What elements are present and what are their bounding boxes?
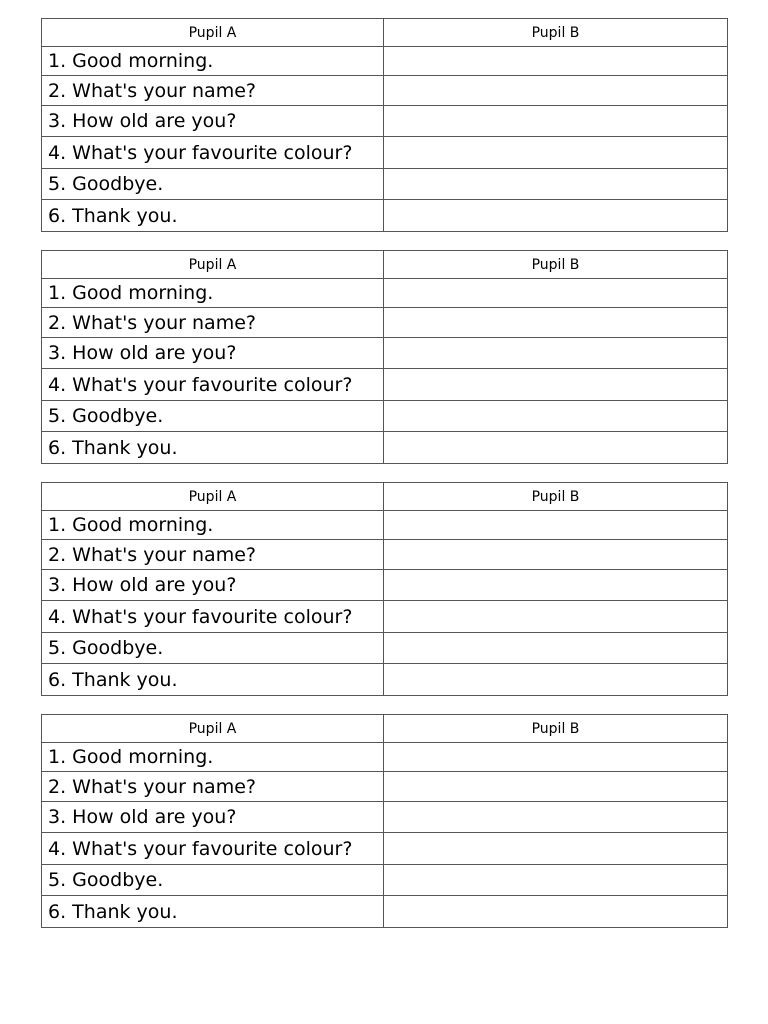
header-pupil-a: Pupil A: [42, 715, 384, 743]
pupil-a-line: 4. What's your favourite colour?: [42, 369, 384, 401]
table-row: [42, 432, 728, 464]
pupil-b-answer-cell[interactable]: [384, 865, 728, 896]
table-row: [42, 279, 728, 308]
pupil-b-answer-cell[interactable]: [384, 802, 728, 833]
pupil-b-answer-cell[interactable]: [384, 401, 728, 432]
table-row: [42, 802, 728, 833]
pupil-b-answer-cell[interactable]: [384, 664, 728, 696]
pupil-a-line: 1. Good morning.: [42, 743, 384, 772]
table-row: [42, 137, 728, 169]
pupil-b-answer-cell[interactable]: [384, 633, 728, 664]
table-row: [42, 169, 728, 200]
table-header-row: [42, 715, 728, 743]
pupil-a-line: 2. What's your name?: [42, 76, 384, 106]
pupil-a-line: 6. Thank you.: [42, 200, 384, 232]
table-row: [42, 308, 728, 338]
table-row: [42, 401, 728, 432]
pupil-b-answer-cell[interactable]: [384, 369, 728, 401]
table-row: [42, 601, 728, 633]
pupil-b-answer-cell[interactable]: [384, 511, 728, 540]
worksheet-tables: [41, 18, 727, 946]
header-pupil-b: Pupil B: [384, 715, 728, 743]
pupil-a-line: 5. Goodbye.: [42, 633, 384, 664]
pupil-b-answer-cell[interactable]: [384, 200, 728, 232]
header-pupil-b: Pupil B: [384, 251, 728, 279]
table-row: [42, 896, 728, 928]
pupil-a-line: 3. How old are you?: [42, 802, 384, 833]
pupil-b-answer-cell[interactable]: [384, 106, 728, 137]
pupil-a-line: 3. How old are you?: [42, 338, 384, 369]
pupil-b-answer-cell[interactable]: [384, 432, 728, 464]
pupil-a-line: 5. Goodbye.: [42, 401, 384, 432]
pupil-b-answer-cell[interactable]: [384, 308, 728, 338]
dialogue-table-3: [41, 482, 728, 696]
header-pupil-b: Pupil B: [384, 483, 728, 511]
header-pupil-b: Pupil B: [384, 19, 728, 47]
table-row: [42, 338, 728, 369]
pupil-a-line: 3. How old are you?: [42, 106, 384, 137]
pupil-b-answer-cell[interactable]: [384, 540, 728, 570]
table-row: [42, 743, 728, 772]
table-row: [42, 76, 728, 106]
header-pupil-a: Pupil A: [42, 251, 384, 279]
pupil-a-line: 4. What's your favourite colour?: [42, 833, 384, 865]
pupil-a-line: 6. Thank you.: [42, 664, 384, 696]
table-row: [42, 369, 728, 401]
pupil-a-line: 5. Goodbye.: [42, 169, 384, 200]
table-row: [42, 633, 728, 664]
pupil-a-line: 2. What's your name?: [42, 772, 384, 802]
pupil-b-answer-cell[interactable]: [384, 772, 728, 802]
table-row: [42, 106, 728, 137]
pupil-b-answer-cell[interactable]: [384, 169, 728, 200]
pupil-a-line: 2. What's your name?: [42, 540, 384, 570]
header-pupil-a: Pupil A: [42, 19, 384, 47]
pupil-a-line: 2. What's your name?: [42, 308, 384, 338]
pupil-b-answer-cell[interactable]: [384, 833, 728, 865]
table-row: [42, 833, 728, 865]
pupil-b-answer-cell[interactable]: [384, 570, 728, 601]
header-pupil-a: Pupil A: [42, 483, 384, 511]
dialogue-table-2: [41, 250, 728, 464]
pupil-b-answer-cell[interactable]: [384, 76, 728, 106]
pupil-b-answer-cell[interactable]: [384, 47, 728, 76]
table-row: [42, 664, 728, 696]
table-header-row: [42, 251, 728, 279]
pupil-a-line: 1. Good morning.: [42, 511, 384, 540]
pupil-a-line: 4. What's your favourite colour?: [42, 601, 384, 633]
table-row: [42, 570, 728, 601]
pupil-b-answer-cell[interactable]: [384, 743, 728, 772]
pupil-b-answer-cell[interactable]: [384, 896, 728, 928]
dialogue-table-4: [41, 714, 728, 928]
table-row: [42, 772, 728, 802]
pupil-a-line: 6. Thank you.: [42, 896, 384, 928]
table-row: [42, 200, 728, 232]
pupil-a-line: 5. Goodbye.: [42, 865, 384, 896]
table-row: [42, 865, 728, 896]
table-row: [42, 47, 728, 76]
pupil-a-line: 1. Good morning.: [42, 47, 384, 76]
pupil-a-line: 6. Thank you.: [42, 432, 384, 464]
table-row: [42, 540, 728, 570]
table-header-row: [42, 483, 728, 511]
pupil-b-answer-cell[interactable]: [384, 338, 728, 369]
dialogue-table-1: [41, 18, 728, 232]
pupil-b-answer-cell[interactable]: [384, 279, 728, 308]
pupil-b-answer-cell[interactable]: [384, 137, 728, 169]
pupil-b-answer-cell[interactable]: [384, 601, 728, 633]
pupil-a-line: 4. What's your favourite colour?: [42, 137, 384, 169]
pupil-a-line: 3. How old are you?: [42, 570, 384, 601]
table-row: [42, 511, 728, 540]
pupil-a-line: 1. Good morning.: [42, 279, 384, 308]
table-header-row: [42, 19, 728, 47]
